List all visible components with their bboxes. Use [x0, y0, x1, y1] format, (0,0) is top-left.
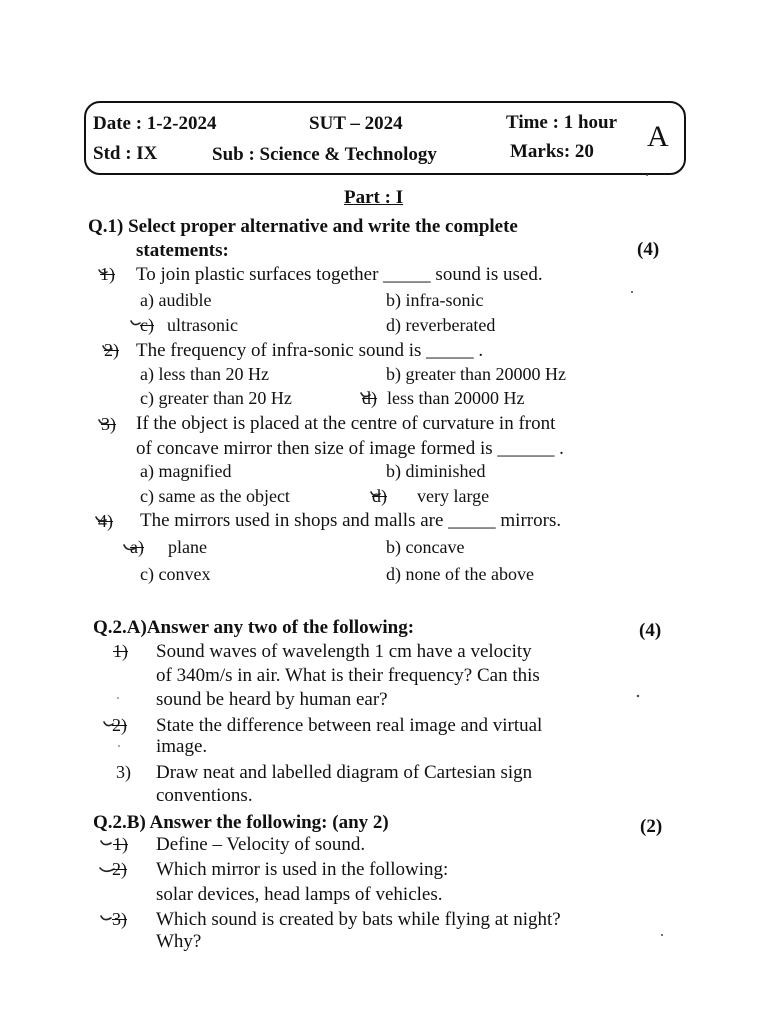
q1-item3-option-b: b) diminished: [386, 461, 486, 481]
q1-item3-text-line1: If the object is placed at the centre of curvature in front: [136, 413, 556, 434]
q1-item4-option-c: c) convex: [140, 564, 211, 584]
q1-item2-option-b: b) greater than 20000 Hz: [386, 364, 566, 384]
q2a-item2-line1: State the difference between real image and virtual: [156, 715, 543, 736]
tick-mark-q1-3d: [371, 492, 380, 496]
paper-set-letter: A: [647, 120, 669, 153]
q1-item1-option-b: b) infra-sonic: [386, 290, 484, 310]
q1-item3-option-d-marker: d): [372, 486, 387, 506]
q2a-item1-line1: Sound waves of wavelength 1 cm have a velocity: [156, 641, 532, 662]
q2b-item3-line2: Why?: [156, 931, 202, 952]
q1-item3-number: 3): [101, 414, 116, 434]
part-title: Part : I: [344, 187, 404, 208]
tick-mark-q2b-3: [101, 916, 111, 920]
tick-mark-q1-1c: [131, 321, 140, 325]
q1-item4-option-a: plane: [168, 537, 207, 557]
q1-item1-text: To join plastic surfaces together _____ sound is used.: [136, 264, 543, 285]
q2a-item3-line2: conventions.: [156, 785, 253, 806]
q2a-item3-line1: Draw neat and labelled diagram of Cartesian sign: [156, 762, 533, 783]
q1-item4-text: The mirrors used in shops and malls are _____ mirrors.: [140, 510, 562, 531]
scan-speck: [118, 745, 120, 747]
q1-item2-option-d-marker: d): [362, 388, 377, 408]
q2b-title: Q.2.B) Answer the following: (any 2): [93, 812, 389, 833]
q2a-item2-number: 2): [112, 715, 127, 735]
q2a-title: Q.2.A)Answer any two of the following:: [93, 617, 415, 638]
q1-item1-option-a: a) audible: [140, 290, 212, 310]
scan-speck: [661, 934, 663, 936]
q1-item1-option-c: ultrasonic: [167, 315, 238, 335]
q1-item4-option-a-marker: a): [130, 537, 144, 557]
q2a-item1-number: 1): [113, 641, 128, 661]
tick-mark-q1-4a: [124, 545, 136, 549]
tick-mark-q1-4: [96, 517, 106, 521]
q1-title: Q.1) Select proper alternative and write the complete: [88, 216, 518, 237]
scan-speck: [646, 174, 648, 176]
q2b-item1-line1: Define – Velocity of sound.: [156, 834, 366, 855]
q1-item1-option-d: d) reverberated: [386, 315, 496, 335]
tick-mark-q1-2d: [361, 393, 370, 397]
q1-title-cont: statements:: [136, 240, 229, 261]
q1-item2-option-d: less than 20000 Hz: [387, 388, 525, 408]
q1-item2-option-c: c) greater than 20 Hz: [140, 388, 292, 408]
tick-mark-q2a-2: [104, 722, 113, 726]
q1-item3-option-d: very large: [417, 486, 490, 506]
q2a-marks: (4): [639, 620, 662, 641]
q1-item4-option-b: b) concave: [386, 537, 465, 557]
tick-mark-q1-3: [99, 420, 108, 424]
q1-item3-option-c: c) same as the object: [140, 486, 290, 506]
q2b-item2-line2: solar devices, head lamps of vehicles.: [156, 884, 443, 905]
q2b-item2-number: 2): [112, 859, 127, 879]
q1-item1-option-c-marker: c): [140, 315, 154, 335]
exam-subject: Sub : Science & Technology: [212, 144, 437, 165]
q1-item2-text: The frequency of infra-sonic sound is _____ .: [136, 340, 484, 361]
exam-date: Date : 1-2-2024: [93, 113, 217, 134]
exam-marks: Marks: 20: [510, 141, 594, 162]
exam-name: SUT – 2024: [309, 113, 403, 134]
q2b-item1-number: 1): [113, 834, 128, 854]
tick-mark-q2b-2: [100, 868, 114, 871]
q1-item4-option-d: d) none of the above: [386, 564, 534, 584]
scan-speck: [117, 697, 119, 699]
q2a-item3-number: 3): [116, 762, 131, 782]
q1-marks: (4): [637, 239, 660, 260]
q2a-item2-line2: image.: [156, 736, 208, 757]
q2a-item1-line2: of 340m/s in air. What is their frequency? Can this: [156, 665, 540, 686]
q2b-marks: (2): [640, 816, 663, 837]
q2b-item2-line1: Which mirror is used in the following:: [156, 859, 449, 880]
scan-speck: [637, 695, 639, 697]
q2b-item3-line1: Which sound is created by bats while flying at night?: [156, 909, 561, 930]
scan-speck: [631, 291, 633, 293]
tick-mark-q1-2: [103, 346, 112, 350]
exam-time: Time : 1 hour: [506, 112, 618, 133]
q1-item3-option-a: a) magnified: [140, 461, 232, 481]
exam-standard: Std : IX: [93, 143, 158, 164]
q1-item2-number: 2): [104, 340, 119, 360]
q1-item3-text-line2: of concave mirror then size of image formed is ______ .: [136, 438, 564, 459]
tick-mark-q2b-1: [101, 841, 111, 845]
q1-item2-option-a: a) less than 20 Hz: [140, 364, 269, 384]
q2a-item1-line3: sound be heard by human ear?: [156, 689, 388, 710]
q1-item4-number: 4): [98, 511, 113, 531]
tick-mark-q1-1: [99, 270, 107, 273]
q1-item1-number: 1): [100, 264, 115, 284]
q2b-item3-number: 3): [112, 909, 127, 929]
